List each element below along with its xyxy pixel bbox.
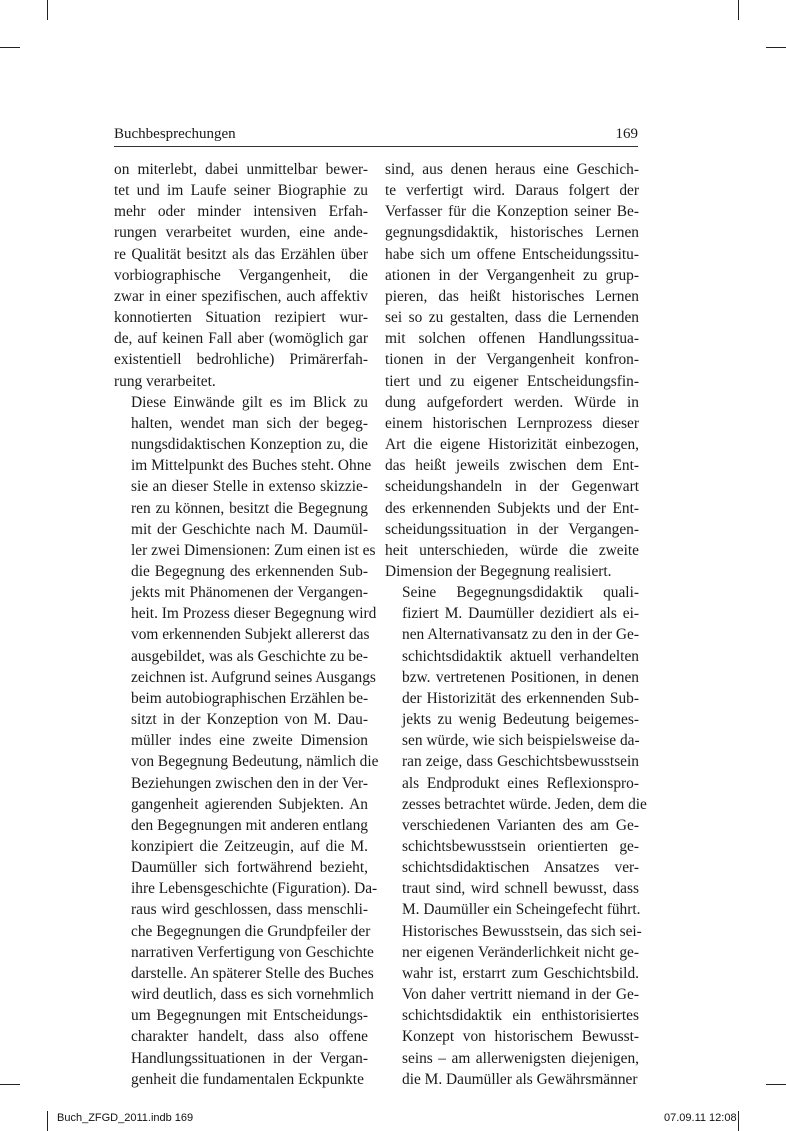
- text-line: jekts mit Phänomenen der Vergangen-: [131, 584, 368, 602]
- text-line: ren zu können, besitzt die Begegnung: [131, 499, 368, 517]
- text-line: rungen verarbeitet wurden, eine ande-: [114, 224, 368, 242]
- text-line: re Qualität besitzt als das Erzählen über: [114, 245, 368, 263]
- text-line: tet und im Laufe seiner Biographie zu: [114, 182, 368, 200]
- text-line: ausgebildet, was als Geschichte zu be-: [131, 647, 368, 665]
- text-line: habe sich um offene Entscheidungssitu-: [385, 245, 639, 263]
- text-line: de, auf keinen Fall aber (womöglich gar: [114, 330, 368, 348]
- text-line: Diese Einwände gilt es im Blick zu: [131, 393, 368, 411]
- text-line: seins – am allerwenigsten diejenigen,: [402, 1049, 639, 1067]
- text-line: ran zeige, dass Geschichtsbewusstsein: [402, 753, 639, 771]
- text-line: schichtsbewusstsein orientierten ge-: [402, 838, 639, 855]
- text-line: schichtsdidaktik ein enthistorisiertes: [402, 1007, 639, 1025]
- paragraph: [114, 159, 368, 392]
- text-line: jekts zu wenig Bedeutung beigemes-: [402, 711, 639, 729]
- text-line: ihre Lebensgeschichte (Figuration). Da-: [131, 880, 378, 898]
- text-line: ner eigenen Veränderlichkeit nicht ge-: [402, 943, 639, 961]
- text-line: des erkennenden Subjekts und der Ent-: [385, 499, 639, 517]
- header-rule: [114, 146, 638, 147]
- text-line: müller indes eine zweite Dimension: [131, 732, 368, 750]
- crop-mark: [738, 0, 739, 20]
- text-line: M. Daumüller ein Scheingefecht führt.: [402, 901, 641, 919]
- text-line: sind, aus denen heraus eine Geschich-: [385, 161, 639, 178]
- text-line: genheit die fundamentalen Eckpunkte: [131, 1070, 364, 1088]
- text-line: halten, wendet man sich der begeg-: [131, 414, 368, 432]
- text-line: pieren, das heißt historisches Lernen: [385, 287, 639, 305]
- text-line: Daumüller sich fortwährend bezieht,: [131, 859, 368, 877]
- text-line: narrativen Verfertigung von Geschichte: [131, 943, 374, 961]
- text-line: die M. Daumüller als Gewährsmänner: [402, 1070, 638, 1088]
- crop-mark: [0, 47, 20, 48]
- text-line: zesses betrachtet würde. Jeden, dem die: [402, 795, 647, 813]
- text-line: tionen in der Vergangenheit konfron-: [385, 351, 639, 369]
- text-line: ler zwei Dimensionen: Zum einen ist es: [131, 541, 376, 559]
- crop-mark: [766, 47, 786, 48]
- text-line: konnotierten Situation rezipiert wur-: [114, 309, 368, 327]
- text-line: te verfertigt wird. Daraus folgert der: [385, 182, 639, 200]
- crop-mark: [47, 1111, 48, 1131]
- text-line: nen Alternativansatz zu den in der Ge-: [402, 626, 639, 644]
- slug-file: Buch_ZFGD_2011.indb 169: [57, 1112, 194, 1124]
- text-line: dung aufgefordert werden. Würde in: [385, 393, 639, 411]
- text-line: Konzept von historischem Bewusst-: [402, 1028, 639, 1046]
- right-column: [385, 159, 647, 1090]
- text-line: schichtsdidaktischen Ansatzes ver-: [402, 859, 639, 877]
- text-line: ationen in der Vergangenheit zu grup-: [385, 266, 639, 284]
- text-line: gangenheit agierenden Subjekten. An: [131, 795, 368, 813]
- text-line: Verfasser für die Konzeption seiner Be-: [385, 203, 639, 221]
- text-line: zwar in einer spezifischen, auch affektiv: [114, 287, 368, 305]
- text-line: on miterlebt, dabei unmittelbar bewer-: [114, 161, 368, 178]
- crop-mark: [738, 1111, 739, 1131]
- text-line: charakter handelt, dass also offene: [131, 1028, 368, 1046]
- text-line: mit der Geschichte nach M. Daumül-: [131, 520, 368, 538]
- page-number: 169: [615, 126, 638, 142]
- text-line: um Begegnungen mit Entscheidungs-: [131, 1007, 368, 1025]
- text-line: konzipiert die Zeitzeugin, auf die M.: [131, 838, 368, 855]
- text-line: traut sind, wird schnell bewusst, dass: [402, 880, 639, 898]
- running-head-title: Buchbesprechungen: [114, 126, 236, 142]
- crop-mark: [766, 1084, 786, 1085]
- text-line: vom erkennenden Subjekt allererst das: [131, 626, 370, 644]
- paragraph: [114, 392, 379, 1090]
- text-line: sen würde, wie sich beispielsweise da-: [402, 732, 640, 750]
- text-line: nungsdidaktischen Konzeption zu, die: [131, 436, 368, 454]
- crop-mark: [0, 1084, 20, 1085]
- text-line: scheidungssituation in der Vergangen-: [385, 520, 639, 538]
- text-line: bzw. vertretenen Positionen, in denen: [402, 668, 639, 686]
- text-line: zeichnen ist. Aufgrund seines Ausgangs: [131, 668, 376, 686]
- text-line: heit. Im Prozess dieser Begegnung wird: [131, 605, 377, 623]
- text-line: sie an dieser Stelle in extenso skizzie-: [131, 478, 368, 496]
- text-line: che Begegnungen die Grundpfeiler der: [131, 922, 371, 940]
- text-line: tiert und zu eigener Entscheidungsfin-: [385, 372, 639, 390]
- text-line: im Mittelpunkt des Buches steht. Ohne: [131, 457, 372, 475]
- text-line: Seine Begegnungsdidaktik quali-: [402, 584, 639, 602]
- text-line: als Endprodukt eines Reflexionspro-: [402, 774, 639, 792]
- text-line: gegnungsdidaktik, historisches Lernen: [385, 224, 639, 242]
- text-line: Handlungssituationen in der Vergan-: [131, 1049, 368, 1067]
- text-line: Von daher vertritt niemand in der Ge-: [402, 986, 639, 1004]
- text-line: das heißt jeweils zwischen dem Ent-: [385, 457, 639, 475]
- text-line: einem historischen Lernprozess dieser: [385, 414, 639, 432]
- text-line: wird deutlich, dass es sich vornehmlich: [131, 986, 374, 1004]
- text-line: beim autobiographischen Erzählen be-: [131, 689, 369, 707]
- text-line: raus wird geschlossen, dass menschli-: [131, 901, 368, 919]
- text-line: verschiedenen Varianten des am Ge-: [402, 816, 639, 834]
- text-line: vorbiographische Vergangenheit, die: [114, 266, 368, 284]
- text-line: sitzt in der Konzeption von M. Dau-: [131, 711, 368, 729]
- text-line: Art die eigene Historizität einbezogen,: [385, 436, 639, 454]
- text-line: Dimension der Begegnung realisiert.: [385, 562, 612, 580]
- text-line: schichtsdidaktik aktuell verhandelten: [402, 647, 639, 665]
- text-line: fiziert M. Daumüller dezidiert als ei-: [402, 605, 639, 623]
- text-line: die Begegnung des erkennenden Sub-: [131, 562, 368, 580]
- left-column: [114, 159, 379, 1090]
- text-line: darstelle. An späterer Stelle des Buches: [131, 964, 374, 982]
- text-line: den Begegnungen mit anderen entlang: [131, 816, 368, 834]
- paragraph: [385, 159, 639, 582]
- text-line: rung verarbeitet.: [114, 372, 216, 390]
- text-line: mit solchen offenen Handlungssitua-: [385, 330, 639, 348]
- text-line: wahr ist, erstarrt zum Geschichtsbild.: [402, 964, 639, 982]
- text-line: heit unterschieden, würde die zweite: [385, 541, 639, 559]
- text-line: existentiell bedrohliche) Primärerfah-: [114, 351, 368, 369]
- text-line: Beziehungen zwischen den in der Ver-: [131, 774, 368, 792]
- text-line: scheidungshandeln in der Gegenwart: [385, 478, 639, 496]
- text-line: sei so zu gestalten, dass die Lernenden: [385, 309, 639, 327]
- text-line: von Begegnung Bedeutung, nämlich die: [131, 753, 379, 771]
- text-line: mehr oder minder intensiven Erfah-: [114, 203, 368, 221]
- paragraph: [385, 582, 647, 1090]
- crop-mark: [47, 0, 48, 20]
- text-line: der Historizität des erkennenden Sub-: [402, 689, 639, 707]
- text-line: Historisches Bewusstsein, das sich sei-: [402, 922, 642, 940]
- slug-timestamp: 07.09.11 12:08: [664, 1112, 737, 1124]
